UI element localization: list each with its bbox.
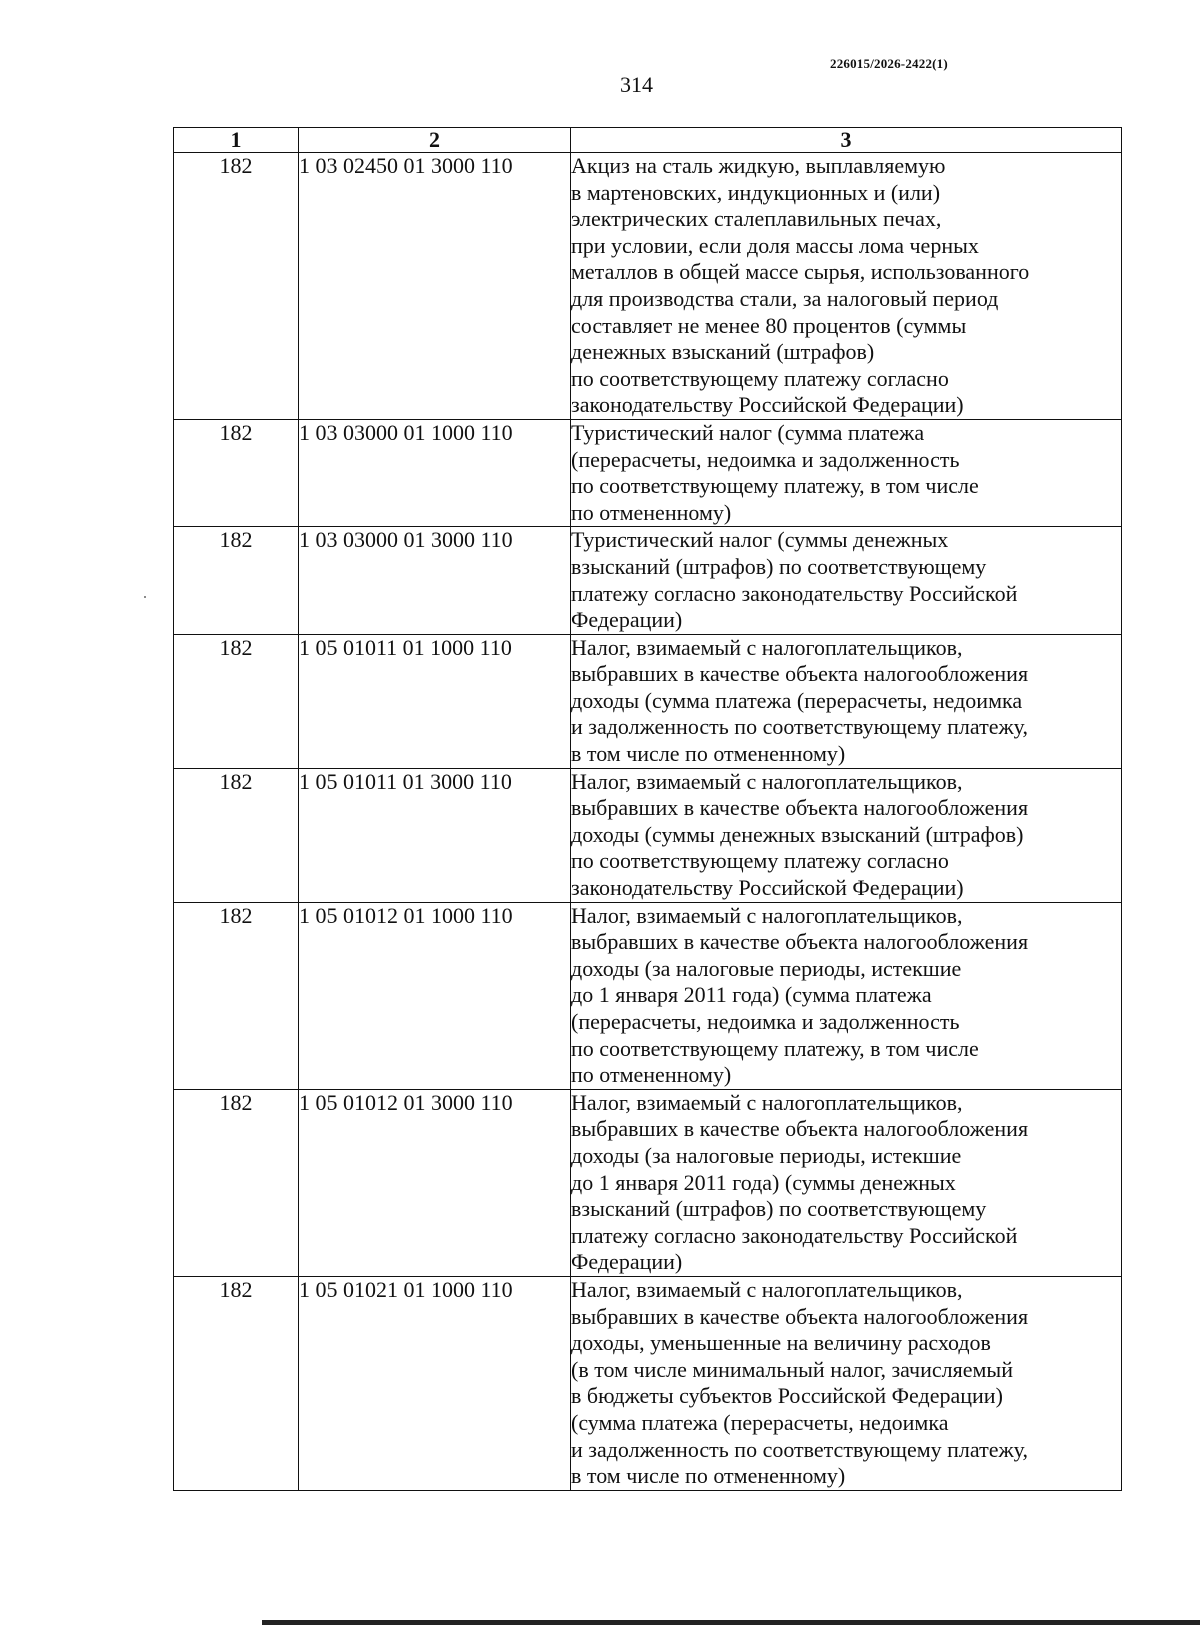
classification-code-cell: 1 05 01012 01 1000 110 <box>299 902 571 1089</box>
table-row <box>174 902 1122 1089</box>
classification-code-cell: 1 05 01011 01 1000 110 <box>299 634 571 768</box>
description-line: выбравших в качестве объекта налогообложения <box>571 929 1029 955</box>
description-line: по отмененному) <box>571 499 732 525</box>
description-line: Налог, взимаемый с налогоплательщиков, <box>571 902 963 928</box>
description-cell <box>571 527 1122 634</box>
description-cell <box>571 1089 1122 1276</box>
column-header-3: 3 <box>571 128 1122 153</box>
description-cell <box>571 419 1122 526</box>
classification-code-cell: 1 05 01021 01 1000 110 <box>299 1276 571 1490</box>
description-line: доходы (за налоговые периоды, истекшие <box>571 1142 962 1168</box>
description-line: платежу согласно законодательству Российской <box>571 580 1018 606</box>
description-line: доходы (суммы денежных взысканий (штрафов) <box>571 821 1024 847</box>
admin-code-cell: 182 <box>174 768 299 902</box>
description-line: по соответствующему платежу, в том числе <box>571 1035 979 1061</box>
admin-code-cell: 182 <box>174 527 299 634</box>
description-line: выбравших в качестве объекта налогообложения <box>571 795 1029 821</box>
description-line: Налог, взимаемый с налогоплательщиков, <box>571 1089 963 1115</box>
table-row <box>174 1089 1122 1276</box>
description-line: в том числе по отмененному) <box>571 1463 846 1489</box>
description-line: в том числе по отмененному) <box>571 741 846 767</box>
table-row <box>174 153 1122 420</box>
description-line: Федерации) <box>571 607 683 633</box>
description-cell <box>571 768 1122 902</box>
description-line: Акциз на сталь жидкую, выплавляемую <box>571 153 946 178</box>
scan-edge-rule <box>262 1620 1200 1625</box>
admin-code-cell: 182 <box>174 419 299 526</box>
description-line: законодательству Российской Федерации) <box>571 875 964 901</box>
description-line: Налог, взимаемый с налогоплательщиков, <box>571 768 963 794</box>
description-line: взысканий (штрафов) по соответствующему <box>571 1196 987 1222</box>
table-row <box>174 768 1122 902</box>
description-line: электрических сталеплавильных печах, <box>571 206 942 232</box>
table-header-row <box>174 128 1122 153</box>
description-line: и задолженность по соответствующему платежу, <box>571 714 1028 740</box>
description-line: Туристический налог (суммы денежных <box>571 527 949 553</box>
admin-code-cell: 182 <box>174 634 299 768</box>
description-line: денежных взысканий (штрафов) <box>571 339 875 365</box>
admin-code-cell: 182 <box>174 1089 299 1276</box>
description-cell <box>571 902 1122 1089</box>
description-cell <box>571 634 1122 768</box>
description-line: выбравших в качестве объекта налогообложения <box>571 1303 1029 1329</box>
description-line: в бюджеты субъектов Российской Федерации) <box>571 1383 1003 1409</box>
description-line: по соответствующему платежу согласно <box>571 365 949 391</box>
description-line: доходы (сумма платежа (перерасчеты, недоимка <box>571 687 1023 713</box>
description-line: выбравших в качестве объекта налогообложения <box>571 661 1029 687</box>
table-row <box>174 634 1122 768</box>
margin-mark <box>144 596 146 598</box>
description-line: составляет не менее 80 процентов (суммы <box>571 312 967 338</box>
classification-code-cell: 1 05 01012 01 3000 110 <box>299 1089 571 1276</box>
table-row <box>174 419 1122 526</box>
table-row <box>174 1276 1122 1490</box>
page-number: 314 <box>620 72 653 97</box>
admin-code-cell: 182 <box>174 902 299 1089</box>
table-row <box>174 527 1122 634</box>
description-line: (сумма платежа (перерасчеты, недоимка <box>571 1409 949 1435</box>
classification-code-cell: 1 03 03000 01 3000 110 <box>299 527 571 634</box>
description-line: Туристический налог (сумма платежа <box>571 419 925 445</box>
description-line: законодательству Российской Федерации) <box>571 392 964 418</box>
column-header-1: 1 <box>174 128 299 153</box>
description-line: по соответствующему платежу, в том числе <box>571 473 979 499</box>
classification-code-cell: 1 05 01011 01 3000 110 <box>299 768 571 902</box>
document-id: 226015/2026-2422(1) <box>830 56 948 71</box>
description-line: при условии, если доля массы лома черных <box>571 232 979 258</box>
description-line: Налог, взимаемый с налогоплательщиков, <box>571 634 963 660</box>
classification-code-cell: 1 03 03000 01 1000 110 <box>299 419 571 526</box>
description-line: по отмененному) <box>571 1062 732 1088</box>
description-line: и задолженность по соответствующему платежу, <box>571 1436 1028 1462</box>
description-line: для производства стали, за налоговый период <box>571 285 999 311</box>
description-line: платежу согласно законодательству Российской <box>571 1222 1018 1248</box>
description-line: (перерасчеты, недоимка и задолженность <box>571 1009 960 1034</box>
description-line: до 1 января 2011 года) (сумма платежа <box>571 982 932 1008</box>
description-line: выбравших в качестве объекта налогообложения <box>571 1116 1029 1142</box>
classification-code-cell: 1 03 02450 01 3000 110 <box>299 153 571 420</box>
admin-code-cell: 182 <box>174 153 299 420</box>
admin-code-cell: 182 <box>174 1276 299 1490</box>
description-cell <box>571 153 1122 420</box>
description-line: по соответствующему платежу согласно <box>571 848 949 874</box>
description-line: Налог, взимаемый с налогоплательщиков, <box>571 1276 963 1302</box>
description-cell <box>571 1276 1122 1490</box>
description-line: до 1 января 2011 года) (суммы денежных <box>571 1169 956 1195</box>
column-header-2: 2 <box>299 128 571 153</box>
description-line: (перерасчеты, недоимка и задолженность <box>571 446 960 472</box>
description-line: доходы, уменьшенные на величину расходов <box>571 1330 991 1356</box>
description-line: взысканий (штрафов) по соответствующему <box>571 553 987 579</box>
description-line: (в том числе минимальный налог, зачисляемый <box>571 1356 1013 1382</box>
description-line: доходы (за налоговые периоды, истекшие <box>571 955 962 981</box>
description-line: Федерации) <box>571 1249 683 1275</box>
description-line: металлов в общей массе сырья, использованного <box>571 259 1030 285</box>
description-line: в мартеновских, индукционных и (или) <box>571 179 941 205</box>
table-body <box>174 153 1122 1491</box>
budget-classification-table <box>173 127 1122 1491</box>
